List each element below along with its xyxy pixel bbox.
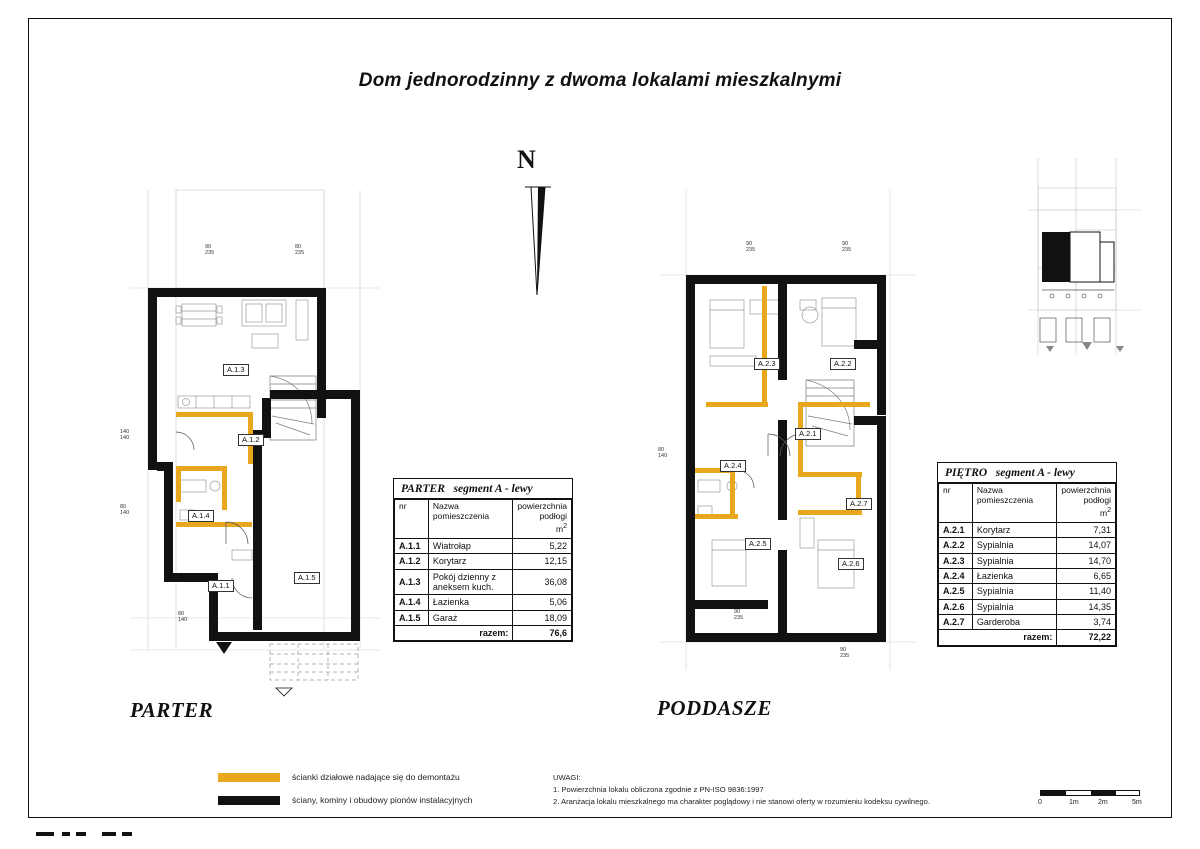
dim-poddasze-2: 90 235 xyxy=(842,241,852,253)
legend-swatch-demountable xyxy=(218,773,280,782)
scale-tick-3: 5m xyxy=(1132,799,1142,806)
cell-nr: A.2.3 xyxy=(939,553,973,568)
total-label: razem: xyxy=(939,630,1057,645)
total-value: 72,22 xyxy=(1057,630,1116,645)
col-nr: nr xyxy=(395,500,429,539)
cell-name: Sypialnia xyxy=(972,538,1056,553)
key-plan-drawing xyxy=(1020,150,1150,365)
floorplan-poddasze-drawing xyxy=(650,180,930,700)
scale-bar-graphic xyxy=(1040,790,1140,796)
table-row xyxy=(939,569,1116,584)
dim-parter-3: 140 140 xyxy=(120,429,130,441)
room-tag-a23: A.2.3 xyxy=(754,358,780,370)
cell-area: 14,07 xyxy=(1057,538,1116,553)
table-row xyxy=(939,538,1116,553)
notes-line-2: 2. Aranżacja lokalu mieszkalnego ma charakter poglądowy i nie stanowi oferty w rozumieniu kodeksu cywilnego. xyxy=(553,796,930,806)
table-row xyxy=(939,523,1116,538)
table-row xyxy=(395,539,572,554)
cell-area: 12,15 xyxy=(513,554,572,569)
table-row xyxy=(939,553,1116,568)
room-tag-a15: A.1.5 xyxy=(294,572,320,584)
dim-parter-1: 90 235 xyxy=(205,244,215,256)
room-tag-a26: A.2.6 xyxy=(838,558,864,570)
plan-label-poddasze: PODDASZE xyxy=(657,696,772,720)
scale-tick-2: 2m xyxy=(1098,799,1108,806)
cell-area: 5,06 xyxy=(513,595,572,610)
cell-name: Sypialnia xyxy=(972,599,1056,614)
key-plan xyxy=(1020,150,1150,365)
cell-area: 5,22 xyxy=(513,539,572,554)
table-header-row xyxy=(395,500,572,539)
cell-name: Garaż xyxy=(428,610,512,625)
cell-nr: A.2.4 xyxy=(939,569,973,584)
pietro-room-table xyxy=(938,483,1116,646)
cell-nr: A.2.5 xyxy=(939,584,973,599)
cell-nr: A.1.5 xyxy=(395,610,429,625)
scale-tick-1: 1m xyxy=(1069,799,1079,806)
cell-name: Sypialnia xyxy=(972,553,1056,568)
cell-name: Łazienka xyxy=(972,569,1056,584)
cell-nr: A.1.2 xyxy=(395,554,429,569)
notes-block xyxy=(553,772,930,807)
table-row xyxy=(395,595,572,610)
north-letter: N xyxy=(517,145,536,174)
north-arrow-icon xyxy=(505,145,575,305)
col-area: powierzchnia podłogi $m^2$ xyxy=(1057,484,1116,523)
cell-area: 3,74 xyxy=(1057,615,1116,630)
col-name: Nazwa pomieszczenia xyxy=(972,484,1056,523)
sheet-stamp-marks xyxy=(36,829,156,839)
dim-poddasze-1: 90 235 xyxy=(746,241,756,253)
table-row xyxy=(395,569,572,595)
notes-header: UWAGI: xyxy=(553,773,581,782)
notes-line-1: 1. Powierzchnia lokalu obliczona zgodnie z PN-ISO 9836:1997 xyxy=(553,784,764,794)
table-total-row xyxy=(939,630,1116,645)
floorplan-parter xyxy=(120,180,400,700)
legend-label-structural: ściany, kominy i obudowy pionów instalacyjnych xyxy=(292,795,473,805)
plan-label-parter: PARTER xyxy=(130,698,214,722)
cell-nr: A.2.6 xyxy=(939,599,973,614)
dim-parter-5: 80 140 xyxy=(178,611,188,623)
room-tag-a21: A.2.1 xyxy=(795,428,821,440)
room-tag-a11: A.1.1 xyxy=(208,580,234,592)
parter-table-header xyxy=(394,479,572,499)
legend xyxy=(218,770,538,816)
dim-poddasze-5: 90 235 xyxy=(840,647,850,659)
entrance-marker-parter xyxy=(216,642,232,654)
page-title: Dom jednorodzinny z dwoma lokalami mieszkalnymi xyxy=(358,70,842,91)
cell-name: Pokój dzienny z aneksem kuch. xyxy=(428,569,512,595)
room-tag-a12: A.1.2 xyxy=(238,434,264,446)
cell-area: 14,35 xyxy=(1057,599,1116,614)
room-tag-a24: A.2.4 xyxy=(720,460,746,472)
pietro-table xyxy=(937,462,1117,647)
table-row xyxy=(395,554,572,569)
col-name: Nazwa pomieszczenia xyxy=(428,500,512,539)
cell-area: 18,09 xyxy=(513,610,572,625)
cell-area: 7,31 xyxy=(1057,523,1116,538)
pietro-table-header-main: PIĘTRO xyxy=(945,467,988,479)
cell-area: 36,08 xyxy=(513,569,572,595)
floorplan-poddasze xyxy=(650,180,930,700)
cell-nr: A.2.2 xyxy=(939,538,973,553)
pietro-table-header xyxy=(938,463,1116,483)
dim-poddasze-4: 90 235 xyxy=(734,609,744,621)
table-header-row xyxy=(939,484,1116,523)
driveway-outline xyxy=(270,644,358,680)
scale-bar xyxy=(1040,790,1150,814)
table-row xyxy=(395,610,572,625)
cell-name: Garderoba xyxy=(972,615,1056,630)
parter-table-header-main: PARTER xyxy=(401,483,445,495)
dim-parter-2: 80 235 xyxy=(295,244,305,256)
cell-name: Sypialnia xyxy=(972,584,1056,599)
dim-parter-4: 80 140 xyxy=(120,504,130,516)
cell-name: Łazienka xyxy=(428,595,512,610)
table-row xyxy=(939,584,1116,599)
key-plan-highlight-segment xyxy=(1042,232,1070,282)
cell-name: Korytarz xyxy=(428,554,512,569)
table-row xyxy=(939,599,1116,614)
cell-name: Korytarz xyxy=(972,523,1056,538)
legend-swatch-structural xyxy=(218,796,280,805)
room-tag-a14: A.1.4 xyxy=(188,510,214,522)
cell-nr: A.2.1 xyxy=(939,523,973,538)
parter-room-table xyxy=(394,499,572,641)
staircase-parter xyxy=(270,376,316,440)
legend-label-demountable: ścianki działowe nadające się do demontażu xyxy=(292,772,460,782)
cell-nr: A.1.3 xyxy=(395,569,429,595)
room-tag-a27: A.2.7 xyxy=(846,498,872,510)
parter-table-header-seg: segment A - lewy xyxy=(453,483,533,495)
table-row xyxy=(939,615,1116,630)
cell-area: 14,70 xyxy=(1057,553,1116,568)
parter-table xyxy=(393,478,573,642)
cell-name: Wiatrołap xyxy=(428,539,512,554)
pietro-table-header-seg: segment A - lewy xyxy=(995,467,1075,479)
room-tag-a25: A.2.5 xyxy=(745,538,771,550)
room-tag-a22: A.2.2 xyxy=(830,358,856,370)
cell-nr: A.1.1 xyxy=(395,539,429,554)
scale-tick-0: 0 xyxy=(1038,799,1042,806)
cell-area: 6,65 xyxy=(1057,569,1116,584)
col-area: powierzchnia podłogi $m^2$ xyxy=(513,500,572,539)
room-tag-a11-3: A.1.3 xyxy=(223,364,249,376)
table-total-row xyxy=(395,626,572,641)
cell-area: 11,40 xyxy=(1057,584,1116,599)
col-nr: nr xyxy=(939,484,973,523)
dim-poddasze-3: 80 140 xyxy=(658,447,668,459)
total-value: 76,6 xyxy=(513,626,572,641)
total-label: razem: xyxy=(395,626,513,641)
cell-nr: A.2.7 xyxy=(939,615,973,630)
north-arrow xyxy=(505,145,575,305)
cell-nr: A.1.4 xyxy=(395,595,429,610)
